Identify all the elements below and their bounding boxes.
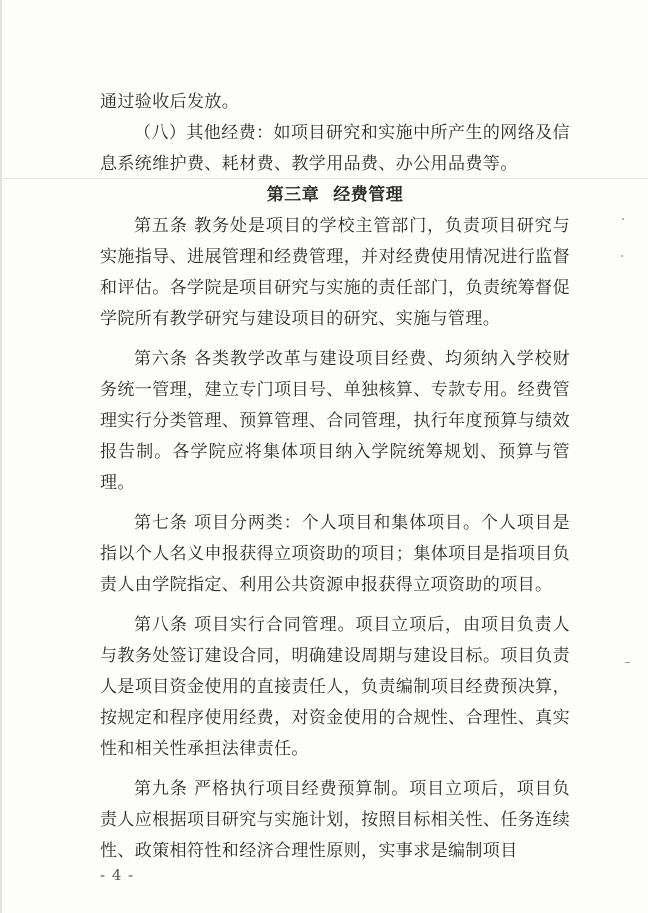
scan-speck [622,218,624,220]
articles-block [100,211,570,867]
article-7: 第七条 项目分两类：个人项目和集体项目。个人项目是指以个人名义申报获得立项资助的项目；集体项目是指项目负责人由学院指定、利用公共资源申报获得立项资助的项目。 [100,513,570,595]
chapter-title: 经费管理 [333,185,404,205]
scan-speck [621,255,623,257]
article-5: 第五条 教务处是项目的学校主管部门，负责项目研究与实施指导、进展管理和经费管理，并对经费使用情况进行监督和评估。各学院是项目研究与实施的责任部门，负责统筹督促学院所有教学研究与建设项目的研究、实施与管理。 [100,216,570,329]
article-9: 第九条 严格执行项目经费预算制。项目立项后，项目负责人应根据项目研究与实施计划，按照目标相关性、任务连续性、政策相符性和经济合理性原则，实事求是编制项目 [100,779,570,861]
page-number: - 4 - [100,866,135,884]
item-eight-paragraph: （八）其他经费：如项目研究和实施中所产生的网络及信息系统维护费、耗材费、教学用品费、办公用品费等。 [100,123,570,174]
article-6: 第六条 各类教学改革与建设项目经费、均须纳入学校财务统一管理，建立专门项目号、单独核算、专款专用。经费管理实行分类管理、预算管理、合同管理，执行年度预算与绩效报告制。各学院应将集体项目纳入学院统筹规划、预算与管理。 [100,349,570,493]
chapter-number: 第三章 [266,185,320,205]
article-8: 第八条 项目实行合同管理。项目立项后，由项目负责人与教务处签订建设合同，明确建设周期与建设目标。项目负责人是项目资金使用的直接责任人，负责编制项目经费预决算，按规定和程序使用经费，对资金使用的合规性、合理性、真实性和相关性承担法律责任。 [100,615,570,759]
page-edge-shadow [0,0,2,913]
continued-paragraph: 通过验收后发放。 [100,92,240,112]
scan-speck [625,662,630,663]
top-text-block [100,87,570,180]
chapter-heading [100,180,570,211]
